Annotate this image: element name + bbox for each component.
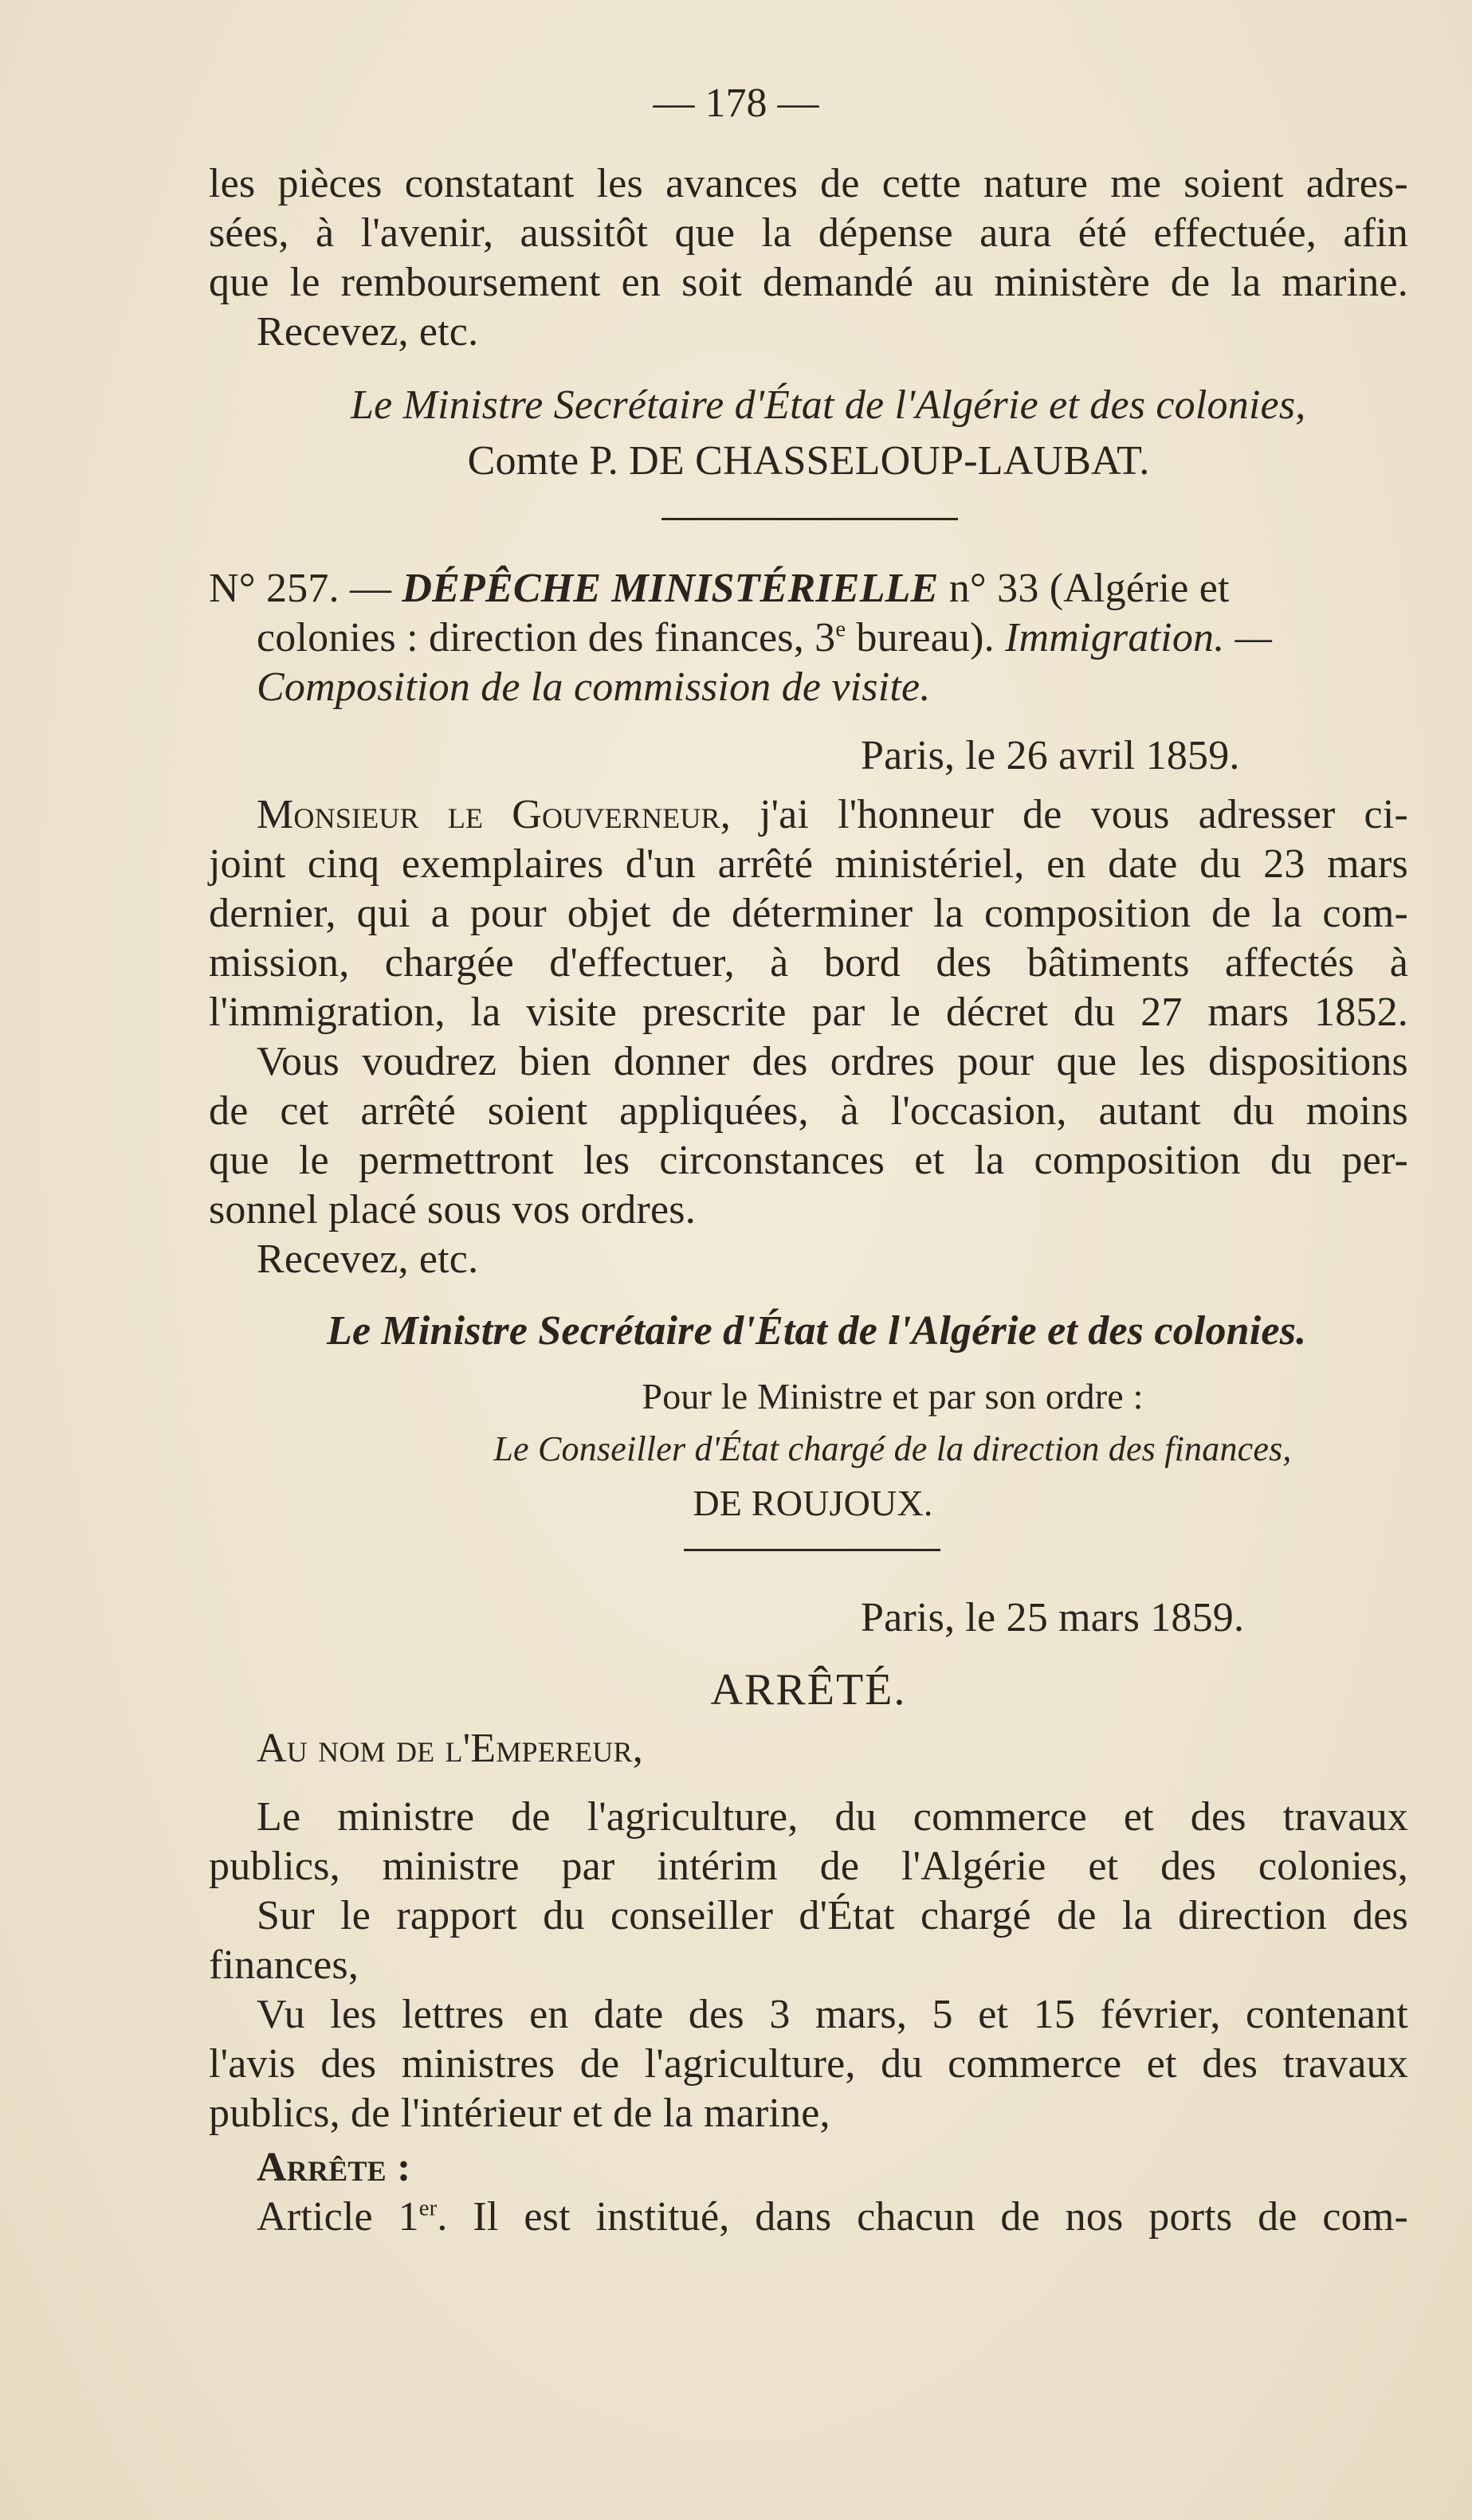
closing-line: Recevez, etc. (257, 1236, 479, 1282)
superscript: e (835, 617, 846, 642)
dispatch-subject: Immigration. — (1005, 615, 1273, 660)
superscript: er (418, 2196, 438, 2221)
dispatch-header-rest: n° 33 (Algérie et (948, 566, 1230, 611)
text-line: Sur le rapport du conseiller d'État chargé de la direction des (257, 1893, 1408, 1938)
signer-title: Le Ministre Secrétaire d'État de l'Algérie et des colonies. (327, 1308, 1307, 1354)
text-line: l'immigration, la visite prescrite par le décret du 27 mars 1852. (209, 990, 1408, 1035)
article-line (257, 2193, 1408, 2242)
text-line: mission, chargée d'effectuer, à bord des bâtiments affectés à (209, 940, 1408, 986)
counsellor-title: Le Conseiller d'État chargé de la direction des finances, (493, 1429, 1292, 1468)
text-line: Vu les lettres en date des 3 mars, 5 et 15 février, contenant (257, 1992, 1408, 2037)
dispatch-subject-line: Composition de la commission de visite. (257, 664, 931, 710)
closing-line: Recevez, etc. (257, 309, 479, 355)
text-line: sées, à l'avenir, aussitôt que la dépense aura été effectuée, afin (209, 210, 1408, 256)
text-line: publics, de l'intérieur et de la marine, (209, 2091, 830, 2136)
dispatch-direction: colonies : direction des finances, 3 (257, 615, 836, 660)
text-span: , j'ai l'honneur de vous adresser ci- (720, 792, 1408, 837)
text-line: dernier, qui a pour objet de déterminer la composition de la com- (209, 891, 1408, 936)
dispatch-header-line (209, 564, 1230, 613)
text-line: Le ministre de l'agriculture, du commerce et des travaux (257, 1794, 1408, 1840)
dispatch-subheader-line (257, 613, 1272, 663)
text-line: Vous voudrez bien donner des ordres pour que les dispositions (257, 1039, 1408, 1084)
dispatch-bureau: bureau). (846, 615, 1006, 660)
salutation: Monsieur le Gouverneur (257, 792, 720, 837)
arrete-word: Arrête : (257, 2145, 411, 2190)
text-span: . Il est institué, dans chacun de nos ports de com- (437, 2194, 1409, 2240)
dateline: Paris, le 25 mars 1859. (861, 1595, 1245, 1640)
section-rule (661, 518, 958, 520)
text-line: publics, ministre par intérim de l'Algérie et des colonies, (209, 1844, 1408, 1889)
counsellor-name: DE ROUJOUX. (693, 1483, 933, 1523)
text-line: joint cinq exemplaires d'un arrêté ministériel, en date du 23 mars (209, 841, 1408, 887)
dispatch-title: DÉPÊCHE MINISTÉRIELLE (402, 566, 939, 611)
text-line: de cet arrêté soient appliquées, à l'occasion, autant du moins (209, 1088, 1408, 1134)
text-line: les pièces constatant les avances de cette nature me soient adres- (209, 161, 1408, 206)
text-line: finances, (209, 1942, 359, 1988)
text-line: que le permettront les circonstances et la composition du per- (209, 1138, 1408, 1183)
text-line: l'avis des ministres de l'agriculture, du commerce et des travaux (209, 2041, 1408, 2087)
page-number: — 178 — (653, 80, 819, 126)
text-line: que le remboursement en soit demandé au ministère de la marine. (209, 260, 1408, 305)
text-line (257, 790, 1408, 840)
arrete-heading: ARRÊTÉ. (710, 1665, 907, 1715)
signer-title: Le Ministre Secrétaire d'État de l'Algérie et des colonies, (351, 382, 1306, 428)
article-label: Article 1 (257, 2194, 419, 2240)
dispatch-number: N° 257. — (209, 566, 392, 611)
au-nom-line: Au nom de l'Empereur, (257, 1726, 643, 1771)
section-rule (684, 1549, 940, 1551)
dateline: Paris, le 26 avril 1859. (861, 733, 1240, 778)
order-line: Pour le Ministre et par son ordre : (642, 1376, 1144, 1417)
text-line: sonnel placé sous vos ordres. (209, 1187, 696, 1233)
signer-name: Comte P. DE CHASSELOUP-LAUBAT. (467, 438, 1150, 484)
